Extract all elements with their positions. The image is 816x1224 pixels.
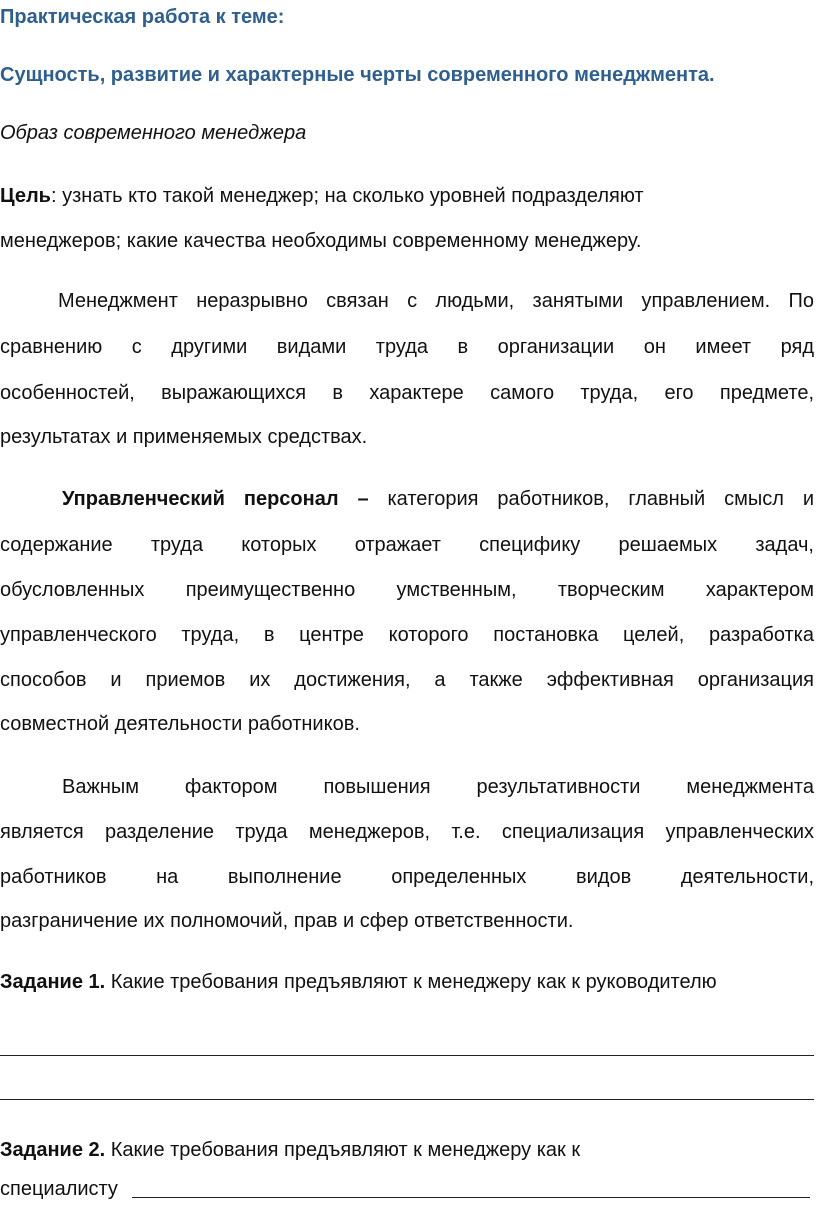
topic-title: [0, 64, 814, 87]
definition-term: Управленческий персонал: [62, 488, 339, 510]
task-1: [0, 969, 814, 996]
goal-label: Цель: [0, 185, 51, 207]
para2-line-4: [0, 622, 814, 649]
para2-text: категория работников, главный смысл и: [368, 488, 814, 510]
title-line: Практическая работа к теме:: [0, 6, 285, 28]
para2-line-5: [0, 667, 814, 694]
task-1-label: Задание 1.: [0, 971, 106, 993]
para3-text: Важным фактором повышения результативности менеджмента: [62, 776, 814, 798]
para2-text: способов и приемов их достижения, а также эффективная организация: [0, 669, 814, 691]
para2-line-3: [0, 577, 814, 604]
subtitle-text: Образ современного менеджера: [0, 122, 307, 144]
para3-line-3: [0, 864, 814, 891]
topic-line: Сущность, развитие и характерные черты современного менеджмента.: [0, 64, 715, 86]
para1-line-4: [0, 424, 814, 451]
para1-text: сравнению с другими видами труда в организации он имеет ряд: [0, 336, 814, 358]
para3-text: является разделение труда менеджеров, т.е. специализация управленческих: [0, 821, 814, 843]
answer-line-3[interactable]: [132, 1197, 810, 1198]
goal-text-1: : узнать кто такой менеджер; на сколько уровней подразделяют: [50, 185, 644, 207]
para1-text: результатах и применяемых средствах.: [0, 426, 368, 448]
para1-line-3: [0, 380, 814, 407]
answer-line-2[interactable]: [0, 1099, 814, 1100]
task-2-label: Задание 2.: [0, 1139, 106, 1161]
para3-text: работников на выполнение определенных видов деятельности,: [0, 866, 814, 888]
para2-line-2: [0, 532, 814, 559]
task-1-text: Какие требования предъявляют к менеджеру как к руководителю: [105, 971, 717, 993]
definition-dash: –: [338, 488, 369, 510]
para2-text: управленческого труда, в центре которого постановка целей, разработка: [0, 624, 814, 646]
goal-text-2: менеджеров; какие качества необходимы современному менеджеру.: [0, 230, 642, 252]
para3-line-4: [0, 908, 814, 935]
task-2-line-2: [0, 1176, 814, 1203]
goal-line-1: [0, 183, 814, 210]
task-2: [0, 1137, 814, 1164]
goal-line-2: [0, 228, 814, 255]
para2-text: обусловленных преимущественно умственным, творческим характером: [0, 579, 814, 601]
section-subtitle: [0, 122, 814, 145]
para3-line-1: [0, 774, 814, 801]
para1-line-1: [0, 288, 814, 315]
worksheet-title: [0, 6, 814, 29]
para1-line-2: [0, 334, 814, 361]
para2-line-6: [0, 711, 814, 738]
para2-text: совместной деятельности работников.: [0, 713, 360, 735]
para2-line-1: [0, 486, 814, 513]
para3-line-2: [0, 819, 814, 846]
para3-text: разграничение их полномочий, прав и сфер ответственности.: [0, 910, 574, 932]
para1-text: Менеджмент неразрывно связан с людьми, занятыми управлением. По: [58, 290, 814, 312]
task-2-text-2: специалисту: [0, 1178, 118, 1200]
task-2-text: Какие требования предъявляют к менеджеру как к: [105, 1139, 581, 1161]
answer-line-1[interactable]: [0, 1055, 814, 1056]
para1-text: особенностей, выражающихся в характере самого труда, его предмете,: [0, 382, 814, 404]
para2-text: содержание труда которых отражает специфику решаемых задач,: [0, 534, 814, 556]
